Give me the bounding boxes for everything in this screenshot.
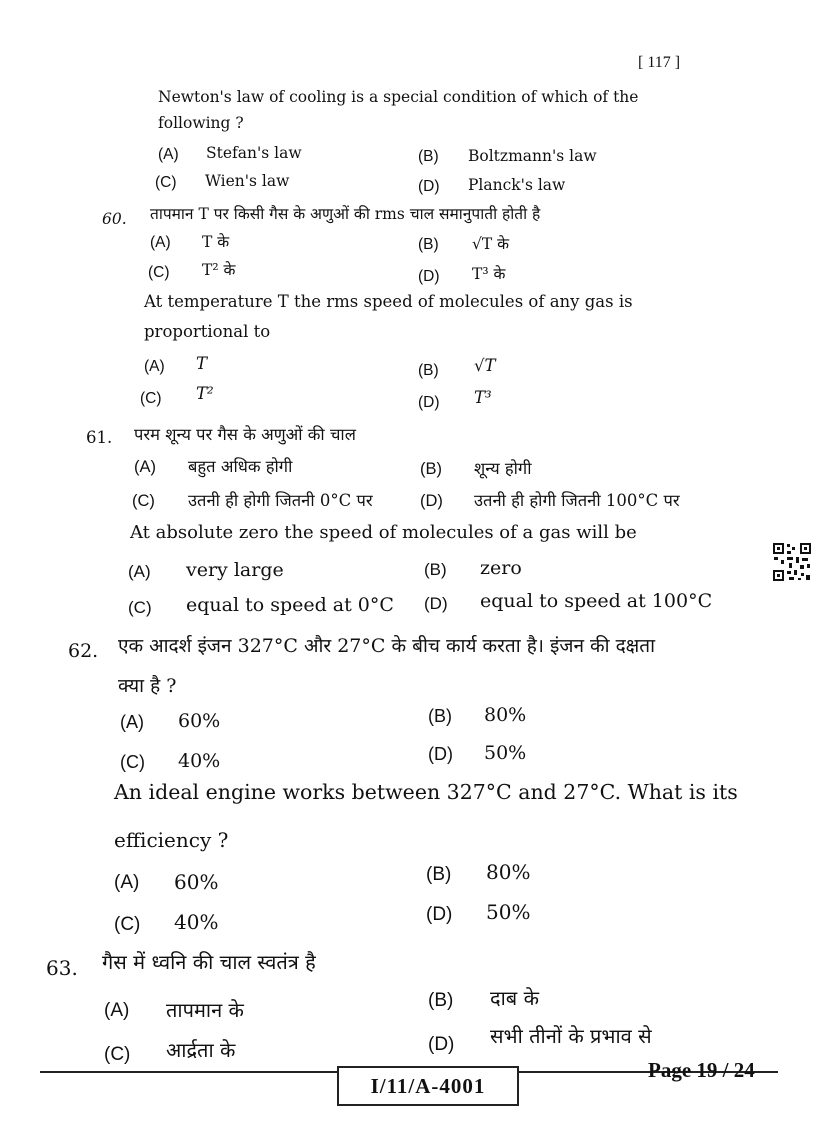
q60-english-option-b-letter: (B) — [418, 362, 439, 379]
q61-english-option-c: equal to speed at 0°C — [186, 594, 394, 616]
q61-english-option-a: very large — [186, 559, 284, 581]
q62-hindi-line2: क्या है ? — [118, 675, 177, 697]
q63-option-b-letter: (B) — [428, 990, 454, 1011]
q60-hindi-option-a: T के — [202, 233, 230, 251]
q63-option-d: सभी तीनों के प्रभाव से — [490, 1024, 652, 1048]
q60-hindi-option-c-letter: (C) — [148, 264, 170, 281]
q59-text-line2: following ? — [158, 114, 244, 132]
q62-english-option-b-letter: (B) — [426, 864, 452, 885]
q62-hindi-line1: एक आदर्श इंजन 327°C और 27°C के बीच कार्य करता है। इंजन की दक्षता — [118, 635, 656, 657]
q62-hindi-option-c-letter: (C) — [120, 752, 145, 772]
q61-english-option-d-letter: (D) — [424, 594, 448, 613]
q61-number: 61. — [86, 428, 113, 447]
q60-english-option-b: √T — [474, 356, 496, 375]
q62-number: 62. — [68, 640, 99, 662]
q60-hindi-text: तापमान T पर किसी गैस के अणुओं की rms चाल समानुपाती होती है — [150, 205, 541, 223]
q60-hindi-option-a-letter: (A) — [150, 234, 171, 251]
q60-english-option-d: T³ — [474, 388, 492, 407]
q61-english-option-c-letter: (C) — [128, 598, 152, 617]
q62-hindi-option-d: 50% — [484, 742, 527, 764]
q61-english-option-b: zero — [480, 557, 522, 579]
q59-option-a-letter: (A) — [158, 146, 179, 163]
q61-hindi-option-b: शून्य होगी — [474, 459, 532, 478]
page-footer: Page 19 / 24 — [648, 1058, 755, 1082]
q60-english-option-a: T — [196, 354, 208, 373]
q62-hindi-option-c: 40% — [178, 750, 221, 772]
q59-option-c-letter: (C) — [155, 174, 177, 191]
q59-option-d: Planck's law — [468, 176, 566, 194]
q61-english-option-a-letter: (A) — [128, 562, 151, 581]
q62-english-option-d-letter: (D) — [426, 904, 453, 925]
q61-hindi-option-b-letter: (B) — [420, 460, 442, 478]
q63-number: 63. — [46, 956, 78, 980]
q59-text-line1: Newton's law of cooling is a special condition of which of the — [158, 88, 639, 106]
q59-option-b-letter: (B) — [418, 148, 439, 165]
q59-option-b: Boltzmann's law — [468, 147, 597, 165]
q60-hindi-option-b-letter: (B) — [418, 236, 439, 253]
q60-hindi-option-d: T³ के — [472, 265, 506, 283]
q63-option-d-letter: (D) — [428, 1034, 455, 1055]
q59-option-d-letter: (D) — [418, 178, 440, 195]
q60-english-option-d-letter: (D) — [418, 394, 440, 411]
q59-option-c: Wien's law — [205, 172, 290, 190]
q62-hindi-option-a: 60% — [178, 710, 221, 732]
q60-hindi-option-c: T² के — [202, 261, 236, 279]
q63-hindi-text: गैस में ध्वनि की चाल स्वतंत्र है — [102, 950, 316, 974]
q62-english-option-d: 50% — [486, 900, 531, 924]
q63-option-c: आर्द्रता के — [166, 1038, 236, 1062]
q62-english-line2: efficiency ? — [114, 828, 229, 852]
q61-hindi-option-d-letter: (D) — [420, 492, 443, 510]
q63-option-a: तापमान के — [166, 998, 244, 1022]
q61-hindi-option-a-letter: (A) — [134, 458, 156, 476]
q61-english-text: At absolute zero the speed of molecules of a gas will be — [130, 522, 637, 543]
q62-english-option-c: 40% — [174, 910, 219, 934]
q60-number: 60. — [102, 210, 127, 228]
q63-option-c-letter: (C) — [104, 1044, 131, 1065]
q61-english-option-b-letter: (B) — [424, 560, 447, 579]
q61-english-option-d: equal to speed at 100°C — [480, 590, 713, 612]
q62-english-option-c-letter: (C) — [114, 914, 141, 935]
q62-hindi-option-b: 80% — [484, 704, 527, 726]
q61-hindi-text: परम शून्य पर गैस के अणुओं की चाल — [134, 425, 356, 444]
q59-option-a: Stefan's law — [206, 144, 302, 162]
q60-hindi-option-d-letter: (D) — [418, 268, 440, 285]
q62-hindi-option-d-letter: (D) — [428, 744, 453, 764]
q60-english-line1: At temperature T the rms speed of molecules of any gas is — [144, 292, 633, 311]
q62-english-option-b: 80% — [486, 860, 531, 884]
q61-hindi-option-a: बहुत अधिक होगी — [188, 457, 293, 476]
q62-english-option-a-letter: (A) — [114, 872, 140, 893]
q60-hindi-option-b: √T के — [472, 235, 510, 253]
q60-english-option-c-letter: (C) — [140, 390, 162, 407]
q61-hindi-option-d: उतनी ही होगी जितनी 100°C पर — [474, 491, 680, 510]
q61-hindi-option-c-letter: (C) — [132, 492, 155, 510]
page-number: [ 117 ] — [638, 54, 681, 71]
q60-english-line2: proportional to — [144, 322, 271, 341]
q60-english-option-a-letter: (A) — [144, 358, 165, 375]
q62-english-line1: An ideal engine works between 327°C and 27°C. What is its — [114, 780, 738, 804]
q60-english-option-c: T² — [196, 384, 214, 403]
q61-hindi-option-c: उतनी ही होगी जितनी 0°C पर — [188, 491, 373, 510]
q62-hindi-option-b-letter: (B) — [428, 706, 452, 726]
q63-option-b: दाब के — [490, 986, 539, 1010]
q62-english-option-a: 60% — [174, 870, 219, 894]
paper-code: I/11/A-4001 — [337, 1066, 519, 1106]
qr-code-icon — [772, 542, 812, 582]
q63-option-a-letter: (A) — [104, 1000, 130, 1021]
q62-hindi-option-a-letter: (A) — [120, 712, 144, 732]
